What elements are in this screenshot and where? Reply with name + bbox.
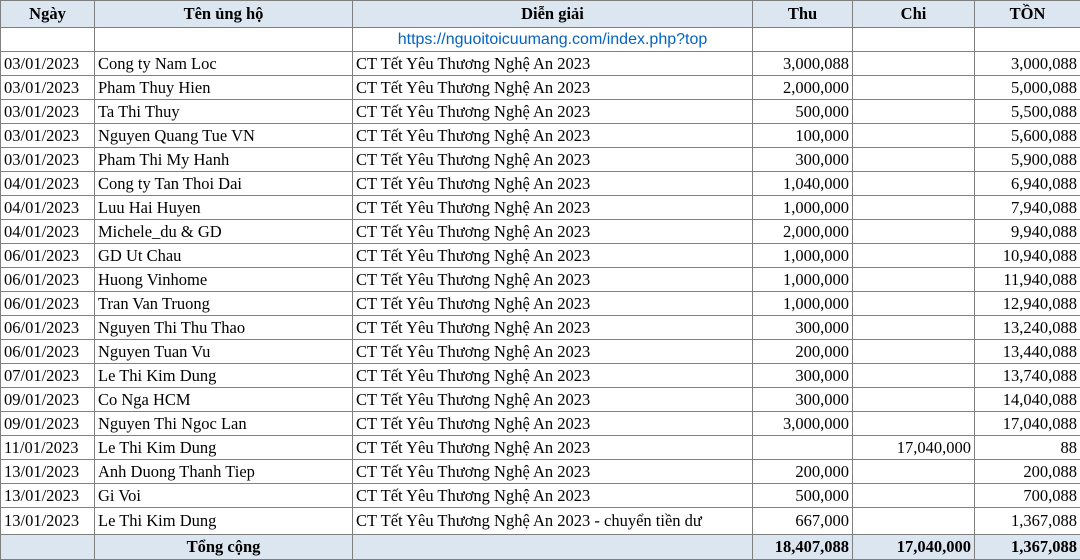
cell-expense bbox=[853, 52, 975, 76]
cell-description: CT Tết Yêu Thương Nghệ An 2023 bbox=[353, 100, 753, 124]
table-row bbox=[1, 340, 1080, 364]
cell-donor: Nguyen Quang Tue VN bbox=[95, 124, 353, 148]
cell-description: CT Tết Yêu Thương Nghệ An 2023 bbox=[353, 148, 753, 172]
header-income: Thu bbox=[753, 1, 853, 28]
cell-description: CT Tết Yêu Thương Nghệ An 2023 bbox=[353, 220, 753, 244]
cell-expense: 17,040,000 bbox=[853, 436, 975, 460]
cell-description: CT Tết Yêu Thương Nghệ An 2023 bbox=[353, 484, 753, 508]
cell-date: 03/01/2023 bbox=[1, 52, 95, 76]
table-row bbox=[1, 100, 1080, 124]
header-description: Diễn giải bbox=[353, 1, 753, 28]
cell-donor: Gi Voi bbox=[95, 484, 353, 508]
table-row bbox=[1, 436, 1080, 460]
cell-income: 300,000 bbox=[753, 364, 853, 388]
cell-income: 500,000 bbox=[753, 484, 853, 508]
cell-expense bbox=[853, 172, 975, 196]
cell-income: 200,000 bbox=[753, 340, 853, 364]
empty-cell bbox=[1, 535, 95, 560]
header-date: Ngày bbox=[1, 1, 95, 28]
cell-income: 3,000,000 bbox=[753, 412, 853, 436]
table-row bbox=[1, 196, 1080, 220]
cell-balance: 10,940,088 bbox=[975, 244, 1080, 268]
cell-description: CT Tết Yêu Thương Nghệ An 2023 bbox=[353, 412, 753, 436]
cell-income bbox=[753, 436, 853, 460]
header-expense: Chi bbox=[853, 1, 975, 28]
cell-date: 09/01/2023 bbox=[1, 388, 95, 412]
cell-description: CT Tết Yêu Thương Nghệ An 2023 bbox=[353, 76, 753, 100]
cell-date: 06/01/2023 bbox=[1, 292, 95, 316]
cell-balance: 13,740,088 bbox=[975, 364, 1080, 388]
empty-cell bbox=[1, 28, 95, 52]
cell-donor: Co Nga HCM bbox=[95, 388, 353, 412]
cell-donor: Nguyen Thi Thu Thao bbox=[95, 316, 353, 340]
header-balance: TỒN bbox=[975, 1, 1080, 28]
cell-expense bbox=[853, 244, 975, 268]
cell-donor: Le Thi Kim Dung bbox=[95, 436, 353, 460]
header-donor: Tên ủng hộ bbox=[95, 1, 353, 28]
cell-expense bbox=[853, 508, 975, 535]
empty-cell bbox=[353, 535, 753, 560]
table-row bbox=[1, 52, 1080, 76]
total-label: Tổng cộng bbox=[95, 535, 353, 560]
cell-donor: Tran Van Truong bbox=[95, 292, 353, 316]
cell-expense bbox=[853, 388, 975, 412]
table-row bbox=[1, 364, 1080, 388]
cell-description: CT Tết Yêu Thương Nghệ An 2023 bbox=[353, 124, 753, 148]
cell-balance: 14,040,088 bbox=[975, 388, 1080, 412]
cell-balance: 5,500,088 bbox=[975, 100, 1080, 124]
cell-balance: 7,940,088 bbox=[975, 196, 1080, 220]
cell-income: 2,000,000 bbox=[753, 220, 853, 244]
cell-expense bbox=[853, 100, 975, 124]
cell-donor: Pham Thuy Hien bbox=[95, 76, 353, 100]
cell-date: 04/01/2023 bbox=[1, 196, 95, 220]
cell-date: 06/01/2023 bbox=[1, 268, 95, 292]
link-row bbox=[1, 28, 1080, 52]
table-row bbox=[1, 388, 1080, 412]
cell-balance: 3,000,088 bbox=[975, 52, 1080, 76]
cell-date: 06/01/2023 bbox=[1, 340, 95, 364]
cell-donor: Ta Thi Thuy bbox=[95, 100, 353, 124]
cell-donor: Le Thi Kim Dung bbox=[95, 364, 353, 388]
cell-description: CT Tết Yêu Thương Nghệ An 2023 bbox=[353, 292, 753, 316]
cell-income: 300,000 bbox=[753, 316, 853, 340]
cell-balance: 88 bbox=[975, 436, 1080, 460]
cell-donor: Cong ty Tan Thoi Dai bbox=[95, 172, 353, 196]
cell-balance: 5,600,088 bbox=[975, 124, 1080, 148]
cell-donor: Anh Duong Thanh Tiep bbox=[95, 460, 353, 484]
cell-date: 06/01/2023 bbox=[1, 316, 95, 340]
table-row bbox=[1, 460, 1080, 484]
cell-income: 2,000,000 bbox=[753, 76, 853, 100]
cell-date: 03/01/2023 bbox=[1, 148, 95, 172]
cell-date: 03/01/2023 bbox=[1, 100, 95, 124]
cell-income: 500,000 bbox=[753, 100, 853, 124]
cell-donor: Nguyen Thi Ngoc Lan bbox=[95, 412, 353, 436]
cell-balance: 700,088 bbox=[975, 484, 1080, 508]
cell-expense bbox=[853, 124, 975, 148]
cell-balance: 12,940,088 bbox=[975, 292, 1080, 316]
table-row bbox=[1, 172, 1080, 196]
cell-description: CT Tết Yêu Thương Nghệ An 2023 - chuyển tiền dư bbox=[353, 508, 753, 535]
cell-income: 1,000,000 bbox=[753, 292, 853, 316]
cell-expense bbox=[853, 316, 975, 340]
cell-expense bbox=[853, 364, 975, 388]
cell-donor: Cong ty Nam Loc bbox=[95, 52, 353, 76]
cell-date: 09/01/2023 bbox=[1, 412, 95, 436]
cell-description: CT Tết Yêu Thương Nghệ An 2023 bbox=[353, 196, 753, 220]
cell-description: CT Tết Yêu Thương Nghệ An 2023 bbox=[353, 172, 753, 196]
link-cell bbox=[353, 28, 753, 52]
cell-balance: 5,900,088 bbox=[975, 148, 1080, 172]
cell-income: 100,000 bbox=[753, 124, 853, 148]
cell-date: 13/01/2023 bbox=[1, 484, 95, 508]
cell-expense bbox=[853, 460, 975, 484]
cell-income: 200,000 bbox=[753, 460, 853, 484]
cell-balance: 11,940,088 bbox=[975, 268, 1080, 292]
table-row bbox=[1, 148, 1080, 172]
cell-income: 300,000 bbox=[753, 388, 853, 412]
cell-expense bbox=[853, 484, 975, 508]
cell-description: CT Tết Yêu Thương Nghệ An 2023 bbox=[353, 364, 753, 388]
cell-date: 03/01/2023 bbox=[1, 76, 95, 100]
cell-description: CT Tết Yêu Thương Nghệ An 2023 bbox=[353, 460, 753, 484]
cell-expense bbox=[853, 268, 975, 292]
cell-description: CT Tết Yêu Thương Nghệ An 2023 bbox=[353, 340, 753, 364]
cell-balance: 6,940,088 bbox=[975, 172, 1080, 196]
empty-cell bbox=[853, 28, 975, 52]
total-income: 18,407,088 bbox=[753, 535, 853, 560]
cell-expense bbox=[853, 148, 975, 172]
cell-donor: Pham Thi My Hanh bbox=[95, 148, 353, 172]
total-expense: 17,040,000 bbox=[853, 535, 975, 560]
cell-date: 13/01/2023 bbox=[1, 460, 95, 484]
cell-expense bbox=[853, 196, 975, 220]
cell-expense bbox=[853, 220, 975, 244]
total-row bbox=[1, 535, 1080, 560]
cell-balance: 1,367,088 bbox=[975, 508, 1080, 535]
cell-description: CT Tết Yêu Thương Nghệ An 2023 bbox=[353, 244, 753, 268]
cell-expense bbox=[853, 76, 975, 100]
cell-description: CT Tết Yêu Thương Nghệ An 2023 bbox=[353, 316, 753, 340]
cell-description: CT Tết Yêu Thương Nghệ An 2023 bbox=[353, 436, 753, 460]
table-row bbox=[1, 316, 1080, 340]
cell-expense bbox=[853, 412, 975, 436]
table-row bbox=[1, 508, 1080, 535]
table-row bbox=[1, 124, 1080, 148]
cell-description: CT Tết Yêu Thương Nghệ An 2023 bbox=[353, 268, 753, 292]
table-row bbox=[1, 244, 1080, 268]
table-row bbox=[1, 292, 1080, 316]
table-row bbox=[1, 76, 1080, 100]
cell-description: CT Tết Yêu Thương Nghệ An 2023 bbox=[353, 52, 753, 76]
cell-income: 667,000 bbox=[753, 508, 853, 535]
cell-donor: Le Thi Kim Dung bbox=[95, 508, 353, 535]
website-link[interactable]: https://nguoitoicuumang.com/index.php?top bbox=[398, 31, 708, 48]
cell-income: 1,000,000 bbox=[753, 244, 853, 268]
cell-date: 07/01/2023 bbox=[1, 364, 95, 388]
cell-date: 04/01/2023 bbox=[1, 220, 95, 244]
cell-income: 1,000,000 bbox=[753, 196, 853, 220]
cell-balance: 5,000,088 bbox=[975, 76, 1080, 100]
empty-cell bbox=[975, 28, 1080, 52]
empty-cell bbox=[753, 28, 853, 52]
cell-donor: Huong Vinhome bbox=[95, 268, 353, 292]
cell-description: CT Tết Yêu Thương Nghệ An 2023 bbox=[353, 388, 753, 412]
table-row bbox=[1, 412, 1080, 436]
header-row bbox=[1, 1, 1080, 28]
table-row bbox=[1, 484, 1080, 508]
cell-income: 3,000,088 bbox=[753, 52, 853, 76]
table-row bbox=[1, 220, 1080, 244]
cell-donor: GD Ut Chau bbox=[95, 244, 353, 268]
cell-balance: 9,940,088 bbox=[975, 220, 1080, 244]
cell-date: 11/01/2023 bbox=[1, 436, 95, 460]
cell-donor: Nguyen Tuan Vu bbox=[95, 340, 353, 364]
cell-balance: 200,088 bbox=[975, 460, 1080, 484]
total-balance: 1,367,088 bbox=[975, 535, 1080, 560]
cell-income: 1,040,000 bbox=[753, 172, 853, 196]
cell-date: 04/01/2023 bbox=[1, 172, 95, 196]
empty-cell bbox=[95, 28, 353, 52]
cell-donor: Michele_du & GD bbox=[95, 220, 353, 244]
cell-expense bbox=[853, 340, 975, 364]
cell-date: 06/01/2023 bbox=[1, 244, 95, 268]
cell-donor: Luu Hai Huyen bbox=[95, 196, 353, 220]
cell-balance: 13,240,088 bbox=[975, 316, 1080, 340]
cell-income: 1,000,000 bbox=[753, 268, 853, 292]
cell-income: 300,000 bbox=[753, 148, 853, 172]
cell-expense bbox=[853, 292, 975, 316]
cell-date: 03/01/2023 bbox=[1, 124, 95, 148]
cell-balance: 17,040,088 bbox=[975, 412, 1080, 436]
cell-date: 13/01/2023 bbox=[1, 508, 95, 535]
table-row bbox=[1, 268, 1080, 292]
cell-balance: 13,440,088 bbox=[975, 340, 1080, 364]
